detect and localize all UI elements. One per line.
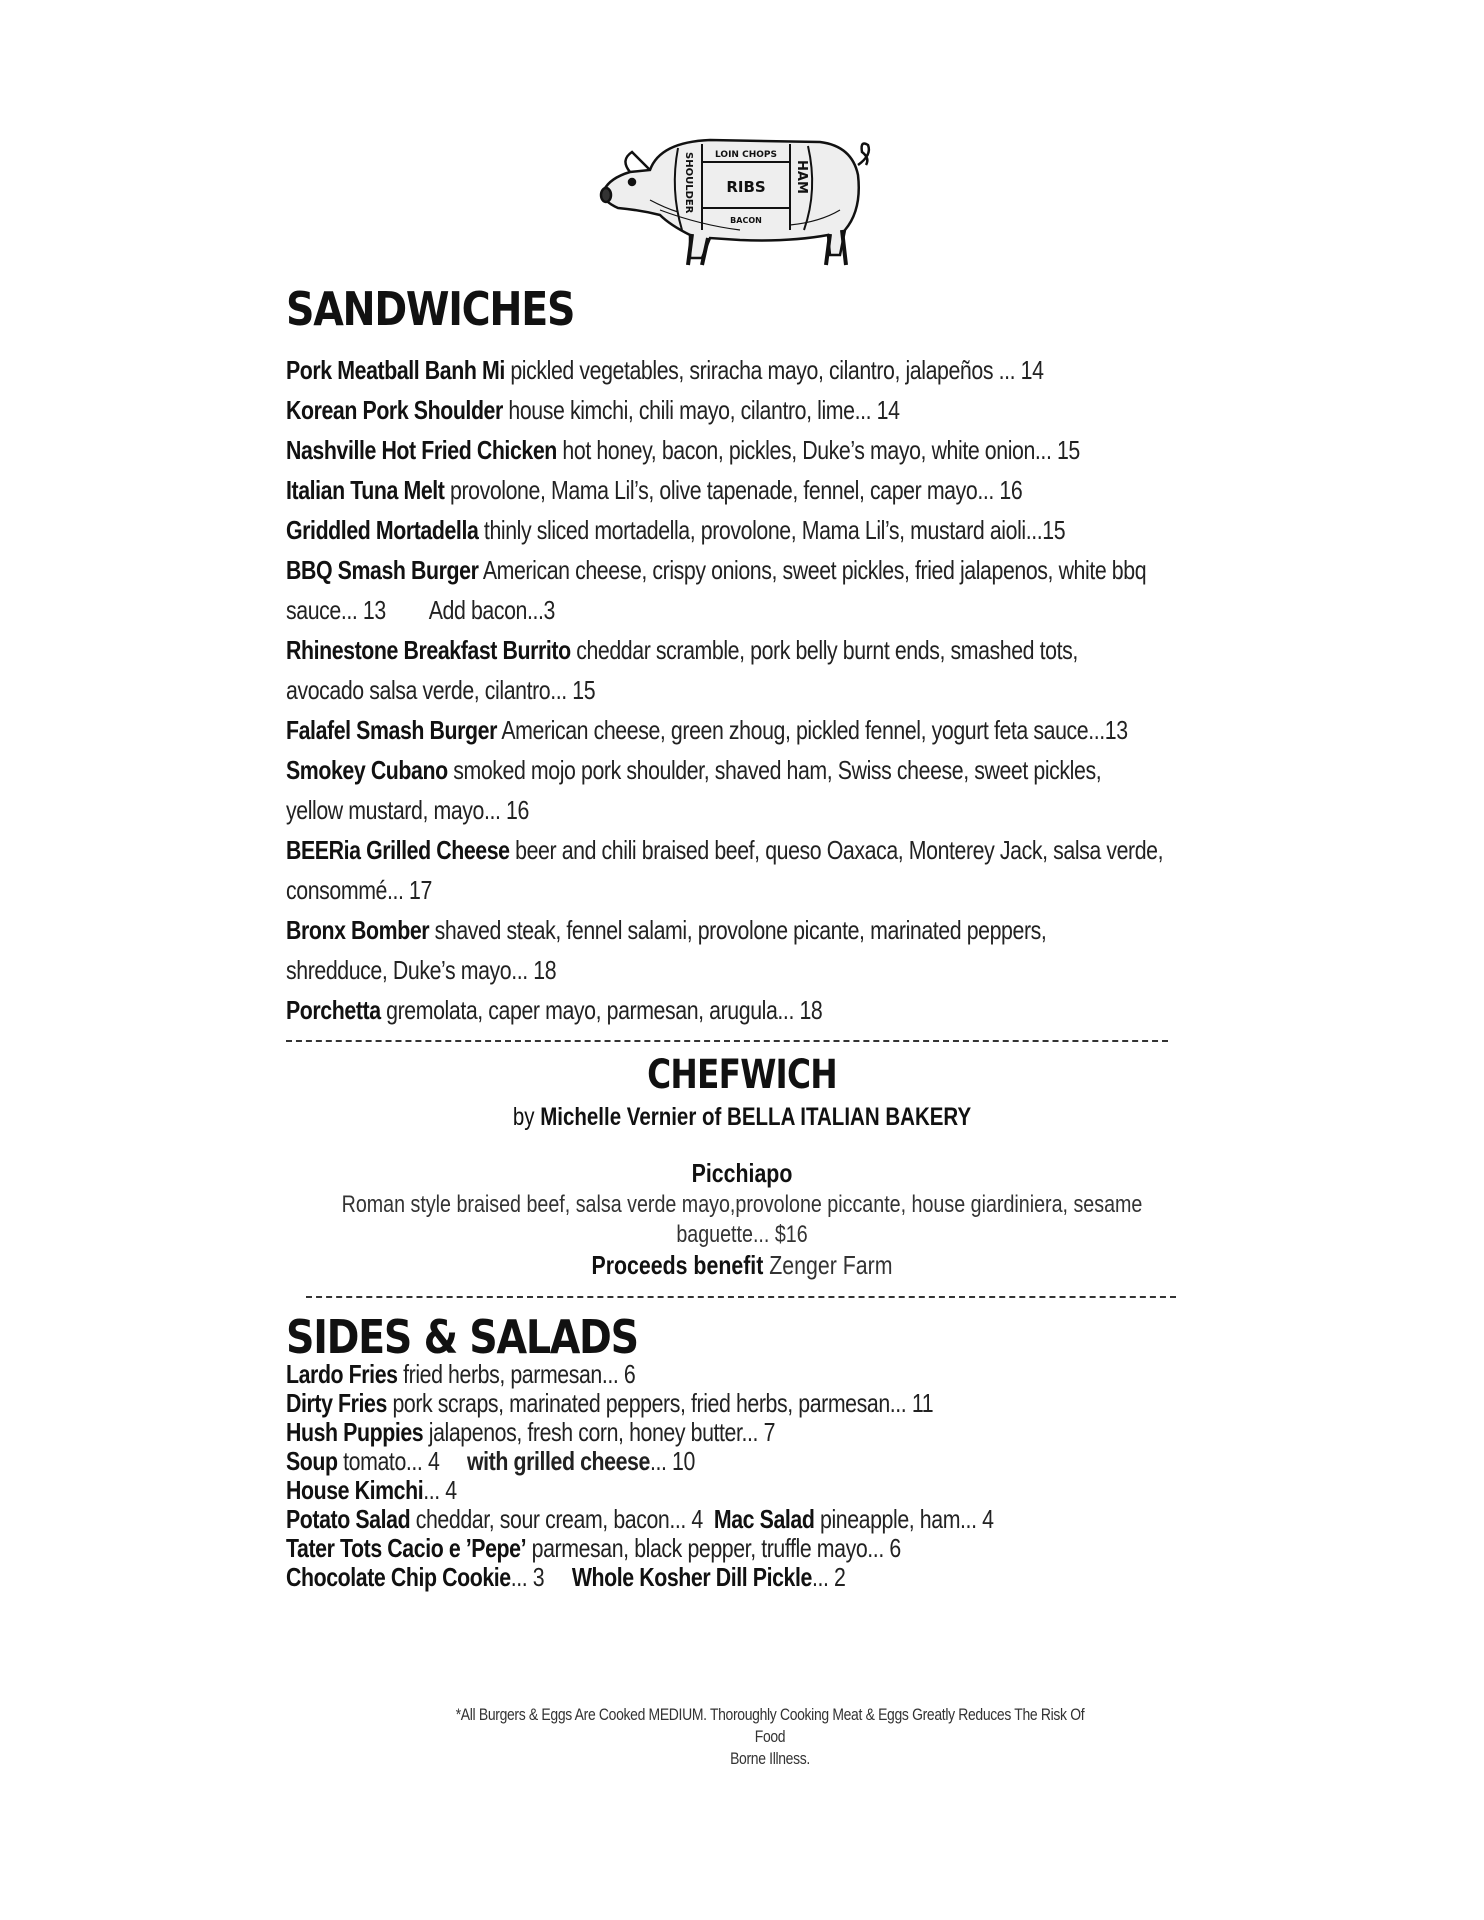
sandwich-description: thinly sliced mortadella, provolone, Mama Lil’s, mustard aioli...15 (478, 515, 1066, 545)
chefwich-byline (134, 1103, 1351, 1132)
sandwich-description: cheddar scramble, pork belly burnt ends, smashed tots, (570, 635, 1078, 665)
divider (286, 1040, 1168, 1042)
sandwich-description: beer and chili braised beef, queso Oaxaca, Monterey Jack, salsa verde, (509, 835, 1164, 865)
sandwich-name: Bronx Bomber (286, 915, 430, 945)
sandwich-name: Korean Pork Shoulder (286, 395, 503, 425)
sandwich-name: Falafel Smash Burger (286, 715, 497, 745)
side-name: Hush Puppies (286, 1417, 424, 1447)
side-description: tomato... 4 (337, 1446, 467, 1476)
side-item (286, 1563, 1270, 1592)
proceeds-value: Zenger Farm (763, 1250, 893, 1280)
side-description: fried herbs, parmesan... 6 (397, 1359, 636, 1389)
side-name: with grilled cheese (466, 1446, 650, 1476)
footnote (442, 1704, 1098, 1770)
side-description: ... 4 (423, 1475, 457, 1505)
chefwich-desc-line2: baguette... $16 (676, 1221, 808, 1248)
sandwich-item (286, 470, 1270, 510)
ham-label: HAM (794, 160, 809, 194)
sandwich-item (286, 910, 1270, 990)
side-name: Dirty Fries (286, 1388, 387, 1418)
side-description: ... 2 (811, 1562, 846, 1592)
side-description: pork scraps, marinated peppers, fried herbs, parmesan... 11 (386, 1388, 934, 1418)
side-name: Lardo Fries (286, 1359, 398, 1389)
sandwich-description: house kimchi, chili mayo, cilantro, lime... 14 (502, 395, 900, 425)
byline-name: Michelle Vernier of BELLA ITALIAN BAKERY (540, 1103, 972, 1131)
side-description: ... 3 (510, 1562, 572, 1592)
sandwich-item (286, 630, 1270, 710)
sandwich-description: provolone, Mama Lil’s, olive tapenade, fennel, caper mayo... 16 (444, 475, 1023, 505)
side-item (286, 1447, 1270, 1476)
sandwich-item (286, 430, 1270, 470)
divider (306, 1296, 1176, 1298)
sandwich-description-cont: shredduce, Duke’s mayo... 18 (286, 955, 557, 985)
footnote-line2: Borne Illness. (730, 1749, 810, 1768)
ribs-label: RIBS (726, 178, 766, 196)
sandwich-description: pickled vegetables, sriracha mayo, cilantro, jalapeños ... 14 (504, 355, 1044, 385)
side-item (286, 1476, 1270, 1505)
footnote-line1: *All Burgers & Eggs Are Cooked MEDIUM. Thoroughly Cooking Meat & Eggs Greatly Reduces The Risk Of Food (455, 1705, 1085, 1746)
sandwich-name: Italian Tuna Melt (286, 475, 445, 505)
sandwich-description: American cheese, crispy onions, sweet pickles, fried jalapenos, white bbq (478, 555, 1147, 585)
chefwich-proceeds (134, 1250, 1351, 1281)
sandwich-item (286, 750, 1270, 830)
sandwich-item (286, 510, 1270, 550)
side-description: parmesan, black pepper, truffle mayo... 6 (526, 1533, 901, 1563)
side-name: Chocolate Chip Cookie (286, 1562, 511, 1592)
sandwich-name: Smokey Cubano (286, 755, 448, 785)
sandwich-item (286, 350, 1270, 390)
side-name: Tater Tots Cacio e ’Pepe’ (286, 1533, 527, 1563)
side-item (286, 1505, 1270, 1534)
side-item (286, 1360, 1270, 1389)
sandwich-name: Nashville Hot Fried Chicken (286, 435, 557, 465)
sandwich-description: shaved steak, fennel salami, provolone picante, marinated peppers, (429, 915, 1047, 945)
chefwich-dish: Picchiapo (691, 1158, 793, 1188)
side-description: pineapple, ham... 4 (814, 1504, 994, 1534)
sandwich-description: hot honey, bacon, pickles, Duke’s mayo, white onion... 15 (556, 435, 1080, 465)
side-name: Mac Salad (713, 1504, 815, 1534)
side-name: Soup (286, 1446, 338, 1476)
side-name: Potato Salad (286, 1504, 411, 1534)
proceeds-label: Proceeds benefit (591, 1250, 764, 1280)
side-description: ... 10 (649, 1446, 695, 1476)
sandwich-description-cont: avocado salsa verde, cilantro... 15 (286, 675, 596, 705)
sandwich-name: BBQ Smash Burger (286, 555, 479, 585)
sandwich-item (286, 550, 1270, 630)
chefwich-desc-line1: Roman style braised beef, salsa verde mayo,provolone piccante, house giardiniera, sesame (341, 1191, 1143, 1218)
sandwich-name: BEERia Grilled Cheese (286, 835, 510, 865)
pig-cuts-logo (590, 130, 880, 280)
side-description: cheddar, sour cream, bacon... 4 (410, 1504, 714, 1534)
sandwich-name: Griddled Mortadella (286, 515, 479, 545)
sandwich-description: smoked mojo pork shoulder, shaved ham, Swiss cheese, sweet pickles, (447, 755, 1102, 785)
side-name: Whole Kosher Dill Pickle (571, 1562, 812, 1592)
side-item (286, 1418, 1270, 1447)
sandwich-item (286, 990, 1270, 1030)
sandwich-name: Porchetta (286, 995, 381, 1025)
sandwich-item (286, 390, 1270, 430)
sandwich-description-cont: yellow mustard, mayo... 16 (286, 795, 529, 825)
bacon-label: BACON (730, 216, 762, 225)
sandwich-name: Pork Meatball Banh Mi (286, 355, 505, 385)
sandwich-name: Rhinestone Breakfast Burrito (286, 635, 571, 665)
sandwich-description-cont: consommé... 17 (286, 875, 432, 905)
sandwich-item (286, 710, 1270, 750)
side-item (286, 1389, 1270, 1418)
sandwiches-title: SANDWICHES (286, 282, 575, 336)
loin-chops-label: LOIN CHOPS (715, 150, 777, 160)
side-description: jalapenos, fresh corn, honey butter... 7 (423, 1417, 776, 1447)
chefwich-description (134, 1190, 1351, 1250)
sandwich-description: gremolata, caper mayo, parmesan, arugula... 18 (380, 995, 823, 1025)
sandwich-description-cont: sauce... 13 Add bacon...3 (286, 595, 555, 625)
shoulder-label: SHOULDER (683, 152, 694, 214)
chefwich-title: CHEFWICH (647, 1052, 837, 1098)
side-name: House Kimchi (286, 1475, 424, 1505)
side-item (286, 1534, 1270, 1563)
sandwich-description: American cheese, green zhoug, pickled fennel, yogurt feta sauce...13 (496, 715, 1128, 745)
sides-title: SIDES & SALADS (286, 1310, 638, 1364)
sandwich-item (286, 830, 1270, 910)
byline-prefix: by (512, 1103, 541, 1131)
